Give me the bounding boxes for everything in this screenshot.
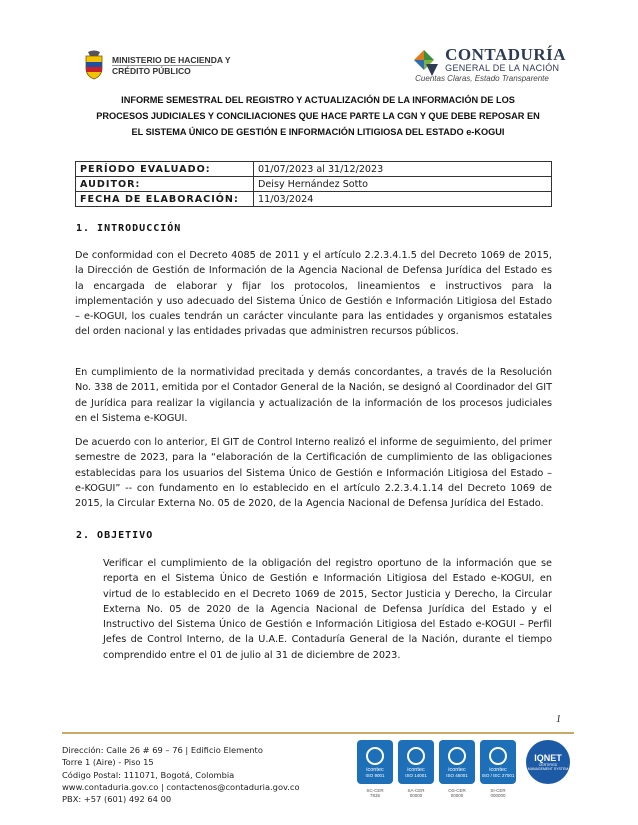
- table-row: [76, 177, 552, 192]
- cgn-logo: [412, 46, 566, 84]
- iqnet-logo: IQNET CERTIFIED MANAGEMENT SYSTEM: [526, 740, 570, 784]
- title-line1: INFORME SEMESTRAL DEL REGISTRO Y ACTUALIZACIÓN DE LA INFORMACIÓN DE LOS: [121, 95, 515, 105]
- intro-heading: 1. INTRODUCCIÓN: [76, 223, 182, 234]
- icontec-ring-icon: [407, 747, 425, 765]
- table-row: [76, 192, 552, 207]
- intro-paragraph-3: De acuerdo con lo anterior, El GIT de Control Interno realizó el informe de seguimiento, del primer semestre de 2023, para la “elaboración de la Certificación de cumplimiento de las obligaciones establecidas para los usuarios del Sistema Único de Gestión e Información Litigiosa del Estado – e-KOGUI” -- con fundamento en lo establecido en el artículo 2.2.3.4.1.14 del Decreto 1069 de 2015, la Circular Externa No. 05 de 2020, de la Agencia Nacional de Defensa Jurídica del Estado.: [75, 437, 552, 510]
- period-label: PERÍODO EVALUADO:: [76, 162, 254, 177]
- ministry-name-line2: CRÉDITO PÚBLICO: [112, 65, 191, 76]
- page-number: 1: [556, 714, 561, 725]
- ministry-logo: [82, 50, 231, 80]
- date-value: 11/03/2024: [254, 192, 552, 207]
- title-line2: PROCESOS JUDICIALES Y CONCILIACIONES QUE HACE PARTE LA CGN Y QUE DEBE REPOSAR EN: [96, 111, 540, 121]
- table-row: [76, 162, 552, 177]
- footer-phone: PBX: +57 (601) 492 64 00: [62, 794, 172, 805]
- cgn-tagline: Cuentas Claras, Estado Transparente: [415, 74, 549, 83]
- objective-heading: 2. OBJETIVO: [76, 530, 154, 541]
- icontec-ring-icon: [366, 747, 384, 765]
- icontec-ring-icon: [448, 747, 466, 765]
- footer-tower: Torre 1 (Aire) - Piso 15: [62, 757, 154, 768]
- cert-badge-iso9001: icontec ISO 9001 SC-CER 7835: [356, 740, 394, 798]
- title-line3: EL SISTEMA ÚNICO DE GESTIÓN E INFORMACIÓN LITIGIOSA DEL ESTADO e-KOGUI: [131, 127, 505, 137]
- certification-badges: [356, 740, 570, 798]
- ministry-name-line1: MINISTERIO DE HACIENDA Y: [112, 54, 231, 65]
- footer-postal: Código Postal: 111071, Bogotá, Colombia: [62, 769, 235, 780]
- auditor-value: Deisy Hernández Sotto: [254, 177, 552, 192]
- page-header: [76, 44, 566, 88]
- footer-divider: [62, 732, 574, 734]
- objective-paragraph: Verificar el cumplimiento de la obligación del registro oportuno de la información que se reporta en el Sistema Único de Gestión e Información Litigiosa del Estado e-KOGUI, en virtud de lo establecido en el Decreto 1069 de 2015, Sector Justicia y Derecho, la Circular Externa No. 05 de 2020 de la Agencia Nacional de Defensa Jurídica del Estado y el Instructivo del Sistema Único de Gestión e Información Litigiosa del Estado e-KOGUI – Perfil Jefes de Control Interno, de la U.A.E. Contaduría General de la Nación, durante el tiempo comprendido entre el 01 de julio al 31 de diciembre de 2023.: [103, 558, 552, 661]
- intro-paragraph-2: En cumplimiento de la normatividad precitada y demás concordantes, a través de la Resolución No. 338 de 2011, emitida por el Contador General de la Nación, se designó al Coordinador del GIT de Jurídica para realizar la vigilancia y actualización de la información de los procesos judiciales en el Sistema e-KOGUI.: [75, 367, 552, 424]
- icontec-ring-icon: [489, 747, 507, 765]
- footer-contact: [62, 744, 300, 805]
- document-title: [76, 92, 560, 140]
- cert-badge-iso27001: icontec ISO / IEC 27001 SI-CER 000000: [479, 740, 517, 798]
- cgn-subtitle: GENERAL DE LA NACIÓN: [445, 63, 560, 73]
- auditor-label: AUDITOR:: [76, 177, 254, 192]
- cert-badge-iso14001: icontec ISO 14001 SA-CER 00000: [397, 740, 435, 798]
- cgn-title: CONTADURÍA: [445, 45, 566, 64]
- date-label: FECHA DE ELABORACIÓN:: [76, 192, 254, 207]
- colombia-shield-icon: [82, 50, 106, 80]
- intro-paragraph-1: De conformidad con el Decreto 4085 de 2011 y el artículo 2.2.3.4.1.5 del Decreto 1069 de 2015, la Dirección de Gestión de Información de la Agencia Nacional de Defensa Jurídica del Estado es la encargada de elaborar y fijar los protocolos, lineamientos e instructivos para la implementación y uso adecuado del Sistema Único de Gestión e Información Litigiosa del Estado – e-KOGUI, los cuales tendrán un carácter vinculante para las entidades y organismos estatales del orden nacional y las entidades privadas que administren recursos públicos.: [75, 250, 552, 338]
- footer-address: Dirección: Calle 26 # 69 – 76 | Edificio Elemento: [62, 745, 263, 755]
- period-value: 01/07/2023 al 31/12/2023: [254, 162, 552, 177]
- footer-web-email[interactable]: www.contaduria.gov.co | contactenos@contaduria.gov.co: [62, 781, 300, 792]
- report-metadata-table: [75, 161, 552, 207]
- cert-badge-iso45001: icontec ISO 45001 OS-CER 00000: [438, 740, 476, 798]
